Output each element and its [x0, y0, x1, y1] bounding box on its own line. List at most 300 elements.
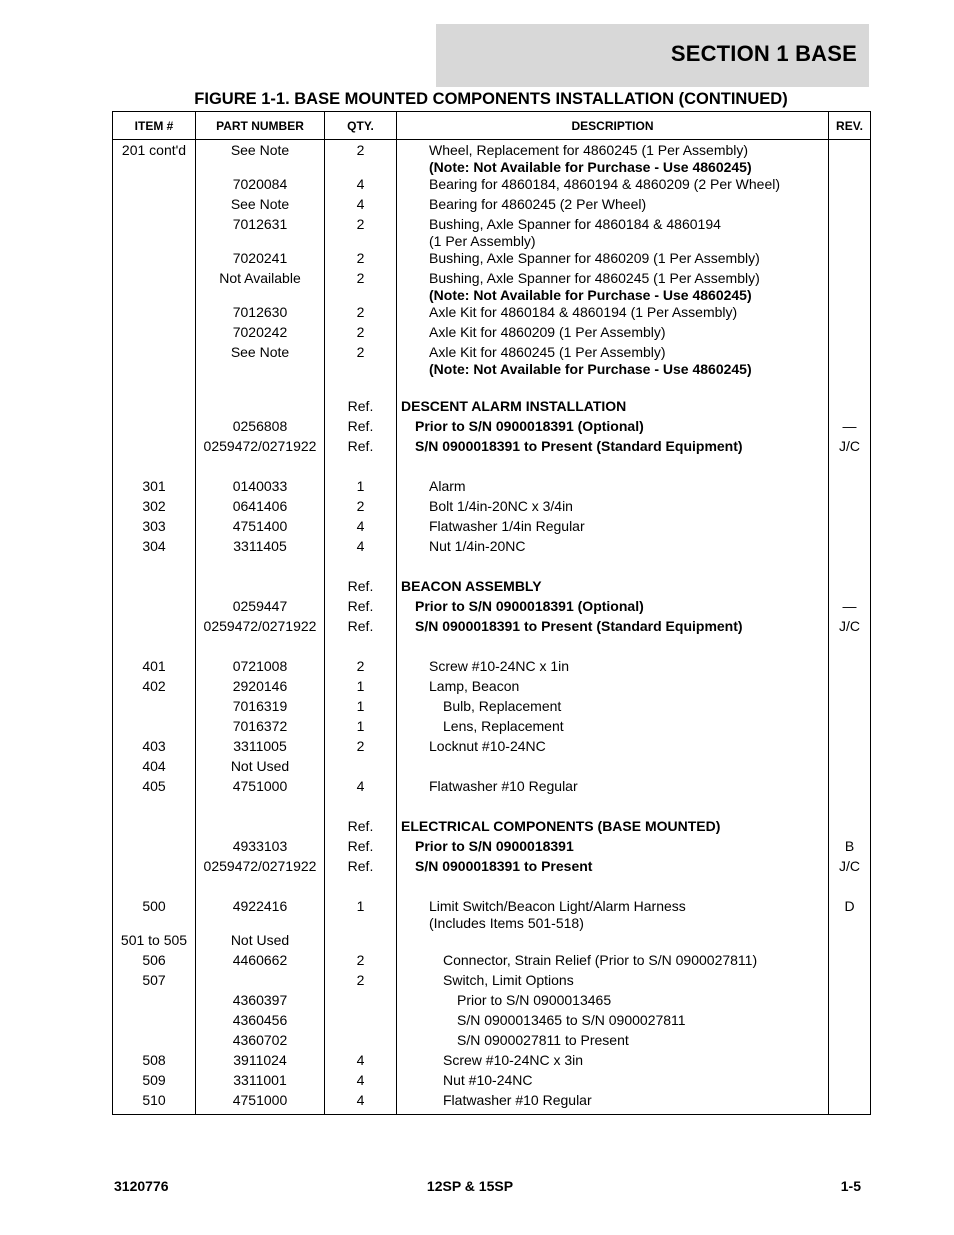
section-header-box [436, 24, 869, 87]
revision-cell [829, 398, 871, 418]
table-row [113, 196, 871, 216]
item-number-cell: 401 [113, 658, 196, 678]
qty-cell: 2 [325, 658, 397, 678]
table-row [113, 818, 871, 838]
spacer-cell [196, 378, 325, 398]
description-text: Prior to S/N 0900018391 (Optional) [415, 598, 644, 614]
description-block [401, 1072, 828, 1089]
revision-cell [829, 678, 871, 698]
description-note: (Note: Not Available for Purchase - Use 4860245) [429, 361, 752, 377]
spacer-row [113, 458, 871, 478]
footer-model: 12SP & 15SP [426, 1178, 514, 1194]
table-row [113, 578, 871, 598]
description-text: S/N 0900018391 to Present (Standard Equipment) [415, 618, 743, 634]
revision-cell [829, 658, 871, 678]
qty-cell [325, 1032, 397, 1052]
description-block [401, 216, 828, 250]
part-number-cell: 4922416 [196, 898, 325, 932]
description-cell [397, 176, 829, 196]
part-number-cell: 3911024 [196, 1052, 325, 1072]
revision-cell [829, 932, 871, 952]
qty-cell: Ref. [325, 618, 397, 638]
table-row [113, 498, 871, 518]
description-cell [397, 478, 829, 498]
table-row [113, 304, 871, 324]
item-number-cell: 509 [113, 1072, 196, 1092]
description-cell [397, 718, 829, 738]
column-header-qty: QTY. [325, 112, 397, 140]
part-number-cell: 0256808 [196, 418, 325, 438]
item-number-cell [113, 398, 196, 418]
description-block [401, 858, 828, 875]
item-number-cell [113, 838, 196, 858]
description-block [401, 250, 828, 267]
description-cell [397, 758, 829, 778]
description-text: Prior to S/N 0900013465 [457, 992, 612, 1008]
revision-cell [829, 270, 871, 304]
table-row [113, 838, 871, 858]
table-row [113, 250, 871, 270]
table-row [113, 932, 871, 952]
spacer-cell [113, 378, 196, 398]
description-text: Flatwasher #10 Regular [443, 1092, 592, 1108]
part-number-cell: 4751000 [196, 778, 325, 798]
qty-cell: 2 [325, 324, 397, 344]
column-header-rev: REV. [829, 112, 871, 140]
description-note: (Note: Not Available for Purchase - Use 4860245) [429, 287, 752, 303]
revision-cell [829, 1072, 871, 1092]
description-cell [397, 1052, 829, 1072]
revision-cell [829, 538, 871, 558]
description-block [401, 778, 828, 795]
qty-cell: 4 [325, 538, 397, 558]
description-block [401, 598, 828, 615]
description-text: Prior to S/N 0900018391 (Optional) [415, 418, 644, 434]
table-row [113, 1072, 871, 1092]
revision-cell [829, 1052, 871, 1072]
table-row [113, 538, 871, 558]
description-text: Lens, Replacement [443, 718, 564, 734]
qty-cell: Ref. [325, 858, 397, 878]
spacer-cell [397, 878, 829, 898]
description-text: DESCENT ALARM INSTALLATION [401, 398, 627, 414]
description-block [401, 270, 828, 304]
description-text: ELECTRICAL COMPONENTS (BASE MOUNTED) [401, 818, 721, 834]
section-title: SECTION 1 BASE [670, 41, 857, 66]
description-cell [397, 438, 829, 458]
description-text: Axle Kit for 4860245 (1 Per Assembly) [429, 344, 666, 360]
qty-cell: 4 [325, 778, 397, 798]
part-number-cell: 0259472/0271922 [196, 438, 325, 458]
description-text: Limit Switch/Beacon Light/Alarm Harness [429, 898, 686, 914]
spacer-cell [325, 878, 397, 898]
qty-cell [325, 992, 397, 1012]
description-text: Bushing, Axle Spanner for 4860209 (1 Per Assembly) [429, 250, 760, 266]
revision-cell [829, 718, 871, 738]
table-row [113, 418, 871, 438]
revision-cell [829, 758, 871, 778]
qty-cell [325, 932, 397, 952]
description-block [401, 538, 828, 555]
revision-cell [829, 518, 871, 538]
part-number-cell: 4460662 [196, 952, 325, 972]
item-number-cell [113, 438, 196, 458]
description-block [401, 344, 828, 378]
qty-cell: Ref. [325, 598, 397, 618]
revision-cell [829, 196, 871, 216]
item-number-cell: 201 cont'd [113, 140, 196, 177]
part-number-cell: 7020241 [196, 250, 325, 270]
item-number-cell [113, 858, 196, 878]
item-number-cell [113, 216, 196, 250]
table-row [113, 216, 871, 250]
spacer-cell [113, 558, 196, 578]
revision-cell [829, 1092, 871, 1115]
description-text: S/N 0900027811 to Present [457, 1032, 629, 1048]
qty-cell: 1 [325, 898, 397, 932]
table-row [113, 758, 871, 778]
part-number-cell: See Note [196, 196, 325, 216]
part-number-cell: 3311005 [196, 738, 325, 758]
description-cell [397, 498, 829, 518]
revision-cell: B [829, 838, 871, 858]
description-block [401, 678, 828, 695]
spacer-cell [397, 798, 829, 818]
spacer-cell [829, 878, 871, 898]
part-number-cell: 4751000 [196, 1092, 325, 1115]
part-number-cell: 7012630 [196, 304, 325, 324]
part-number-cell: See Note [196, 344, 325, 378]
description-text: S/N 0900018391 to Present (Standard Equipment) [415, 438, 743, 454]
qty-cell: 1 [325, 678, 397, 698]
item-number-cell: 303 [113, 518, 196, 538]
qty-cell [325, 758, 397, 778]
item-number-cell: 404 [113, 758, 196, 778]
spacer-row [113, 638, 871, 658]
part-number-cell: 0721008 [196, 658, 325, 678]
part-number-cell: 0259472/0271922 [196, 618, 325, 638]
qty-cell: 4 [325, 1052, 397, 1072]
spacer-row [113, 378, 871, 398]
footer-document-number: 3120776 [114, 1178, 169, 1194]
column-header-description: DESCRIPTION [397, 112, 829, 140]
item-number-cell [113, 992, 196, 1012]
spacer-cell [397, 458, 829, 478]
qty-cell: 2 [325, 344, 397, 378]
description-text: Wheel, Replacement for 4860245 (1 Per Assembly) [429, 142, 749, 158]
revision-cell [829, 1032, 871, 1052]
description-note: (Includes Items 501-518) [429, 915, 584, 931]
table-row [113, 658, 871, 678]
item-number-cell: 508 [113, 1052, 196, 1072]
table-row [113, 718, 871, 738]
table-row [113, 738, 871, 758]
spacer-cell [196, 878, 325, 898]
spacer-cell [325, 638, 397, 658]
item-number-cell: 301 [113, 478, 196, 498]
description-text: Bearing for 4860245 (2 Per Wheel) [429, 196, 647, 212]
description-text: Locknut #10-24NC [429, 738, 546, 754]
part-number-cell: Not Available [196, 270, 325, 304]
parts-table [112, 111, 871, 1115]
description-block [401, 142, 828, 176]
description-cell [397, 778, 829, 798]
table-row [113, 1092, 871, 1115]
description-text: Lamp, Beacon [429, 678, 520, 694]
part-number-cell: 7020242 [196, 324, 325, 344]
item-number-cell [113, 196, 196, 216]
description-text: Nut 1/4in-20NC [429, 538, 526, 554]
qty-cell: 1 [325, 718, 397, 738]
revision-cell [829, 992, 871, 1012]
table-row [113, 992, 871, 1012]
item-number-cell [113, 270, 196, 304]
item-number-cell: 403 [113, 738, 196, 758]
description-cell [397, 838, 829, 858]
spacer-cell [113, 638, 196, 658]
description-text: Screw #10-24NC x 1in [429, 658, 570, 674]
qty-cell: 2 [325, 216, 397, 250]
qty-cell: 4 [325, 176, 397, 196]
qty-cell: 2 [325, 952, 397, 972]
description-cell [397, 972, 829, 992]
description-text: Flatwasher #10 Regular [429, 778, 578, 794]
description-text: Bulb, Replacement [443, 698, 562, 714]
description-block [401, 1032, 828, 1049]
qty-cell: 1 [325, 478, 397, 498]
description-cell [397, 398, 829, 418]
table-row [113, 898, 871, 932]
description-text: Flatwasher 1/4in Regular [429, 518, 585, 534]
revision-cell: — [829, 418, 871, 438]
item-number-cell [113, 418, 196, 438]
qty-cell: 2 [325, 738, 397, 758]
description-cell [397, 538, 829, 558]
qty-cell: 2 [325, 972, 397, 992]
spacer-cell [397, 638, 829, 658]
item-number-cell: 402 [113, 678, 196, 698]
description-cell [397, 738, 829, 758]
spacer-cell [325, 558, 397, 578]
item-number-cell [113, 324, 196, 344]
spacer-cell [397, 558, 829, 578]
table-row [113, 618, 871, 638]
item-number-cell [113, 598, 196, 618]
spacer-cell [325, 458, 397, 478]
spacer-cell [325, 378, 397, 398]
item-number-cell [113, 176, 196, 196]
item-number-cell [113, 304, 196, 324]
spacer-cell [113, 798, 196, 818]
description-cell [397, 1032, 829, 1052]
part-number-cell [196, 578, 325, 598]
revision-cell [829, 478, 871, 498]
qty-cell: 4 [325, 518, 397, 538]
revision-cell [829, 738, 871, 758]
item-number-cell [113, 718, 196, 738]
description-block [401, 1092, 828, 1109]
description-cell [397, 250, 829, 270]
part-number-cell: Not Used [196, 932, 325, 952]
spacer-cell [397, 378, 829, 398]
revision-cell [829, 140, 871, 177]
part-number-cell: 3311001 [196, 1072, 325, 1092]
description-text: Bearing for 4860184, 4860194 & 4860209 (2 Per Wheel) [429, 176, 781, 192]
revision-cell [829, 344, 871, 378]
item-number-cell [113, 818, 196, 838]
table-row [113, 140, 871, 177]
table-row [113, 518, 871, 538]
qty-cell: 2 [325, 250, 397, 270]
spacer-cell [829, 638, 871, 658]
revision-cell [829, 498, 871, 518]
description-block [401, 1012, 828, 1029]
description-block [401, 438, 828, 455]
description-block [401, 718, 828, 735]
revision-cell: — [829, 598, 871, 618]
qty-cell: Ref. [325, 438, 397, 458]
description-text: Prior to S/N 0900018391 [415, 838, 574, 854]
item-number-cell: 500 [113, 898, 196, 932]
part-number-cell: 4360456 [196, 1012, 325, 1032]
part-number-cell: 7012631 [196, 216, 325, 250]
spacer-cell [829, 798, 871, 818]
description-cell [397, 898, 829, 932]
part-number-cell: 3311405 [196, 538, 325, 558]
description-cell [397, 678, 829, 698]
description-block [401, 398, 828, 415]
spacer-cell [829, 458, 871, 478]
description-block [401, 952, 828, 969]
spacer-cell [829, 378, 871, 398]
table-row [113, 438, 871, 458]
description-cell [397, 304, 829, 324]
spacer-cell [196, 558, 325, 578]
description-cell [397, 344, 829, 378]
table-row [113, 952, 871, 972]
item-number-cell: 405 [113, 778, 196, 798]
item-number-cell: 507 [113, 972, 196, 992]
part-number-cell: See Note [196, 140, 325, 177]
column-header-part-number: PART NUMBER [196, 112, 325, 140]
qty-cell: 2 [325, 270, 397, 304]
part-number-cell: Not Used [196, 758, 325, 778]
qty-cell: Ref. [325, 578, 397, 598]
description-text: Bolt 1/4in-20NC x 3/4in [429, 498, 573, 514]
table-row [113, 324, 871, 344]
table-row [113, 678, 871, 698]
table-row [113, 698, 871, 718]
table-row [113, 478, 871, 498]
description-block [401, 304, 828, 321]
description-cell [397, 270, 829, 304]
qty-cell: 4 [325, 1072, 397, 1092]
description-block [401, 498, 828, 515]
spacer-row [113, 798, 871, 818]
spacer-cell [325, 798, 397, 818]
spacer-cell [113, 458, 196, 478]
description-text: Nut #10-24NC [443, 1072, 533, 1088]
part-number-cell [196, 398, 325, 418]
description-block [401, 898, 828, 932]
description-cell [397, 1092, 829, 1115]
revision-cell: J/C [829, 438, 871, 458]
description-text: Alarm [429, 478, 466, 494]
description-block [401, 478, 828, 495]
part-number-cell: 0259472/0271922 [196, 858, 325, 878]
table-row [113, 972, 871, 992]
part-number-cell: 2920146 [196, 678, 325, 698]
part-number-cell: 0259447 [196, 598, 325, 618]
description-cell [397, 818, 829, 838]
description-text: Switch, Limit Options [443, 972, 574, 988]
description-cell [397, 140, 829, 177]
spacer-cell [196, 638, 325, 658]
figure-title: FIGURE 1-1. BASE MOUNTED COMPONENTS INSTALLATION (CONTINUED) [194, 90, 788, 108]
revision-cell [829, 818, 871, 838]
table-row [113, 778, 871, 798]
description-cell [397, 598, 829, 618]
description-text: Screw #10-24NC x 3in [443, 1052, 584, 1068]
revision-cell: D [829, 898, 871, 932]
revision-cell [829, 216, 871, 250]
part-number-cell [196, 972, 325, 992]
revision-cell [829, 304, 871, 324]
description-cell [397, 618, 829, 638]
table-row [113, 598, 871, 618]
description-cell [397, 1072, 829, 1092]
description-block [401, 578, 828, 595]
description-cell [397, 196, 829, 216]
description-block [401, 324, 828, 341]
description-note: (1 Per Assembly) [429, 233, 536, 249]
spacer-cell [196, 458, 325, 478]
part-number-cell [196, 818, 325, 838]
revision-cell [829, 1012, 871, 1032]
spacer-cell [829, 558, 871, 578]
description-text: Bushing, Axle Spanner for 4860184 & 4860194 [429, 216, 721, 232]
table-header-row [113, 112, 871, 140]
qty-cell: 2 [325, 140, 397, 177]
part-number-cell: 0641406 [196, 498, 325, 518]
qty-cell: Ref. [325, 838, 397, 858]
description-block [401, 838, 828, 855]
item-number-cell [113, 344, 196, 378]
description-cell [397, 1012, 829, 1032]
description-block [401, 176, 828, 193]
item-number-cell [113, 1012, 196, 1032]
revision-cell [829, 578, 871, 598]
description-note: (Note: Not Available for Purchase - Use 4860245) [429, 159, 752, 175]
description-cell [397, 658, 829, 678]
qty-cell: 4 [325, 196, 397, 216]
revision-cell [829, 324, 871, 344]
part-number-cell: 4933103 [196, 838, 325, 858]
revision-cell: J/C [829, 858, 871, 878]
description-block [401, 738, 828, 755]
qty-cell: 4 [325, 1092, 397, 1115]
part-number-cell: 0140033 [196, 478, 325, 498]
description-block [401, 418, 828, 435]
qty-cell: 2 [325, 498, 397, 518]
description-cell [397, 578, 829, 598]
qty-cell: Ref. [325, 398, 397, 418]
revision-cell [829, 176, 871, 196]
part-number-cell: 4360397 [196, 992, 325, 1012]
description-cell [397, 932, 829, 952]
revision-cell [829, 698, 871, 718]
part-number-cell: 4360702 [196, 1032, 325, 1052]
